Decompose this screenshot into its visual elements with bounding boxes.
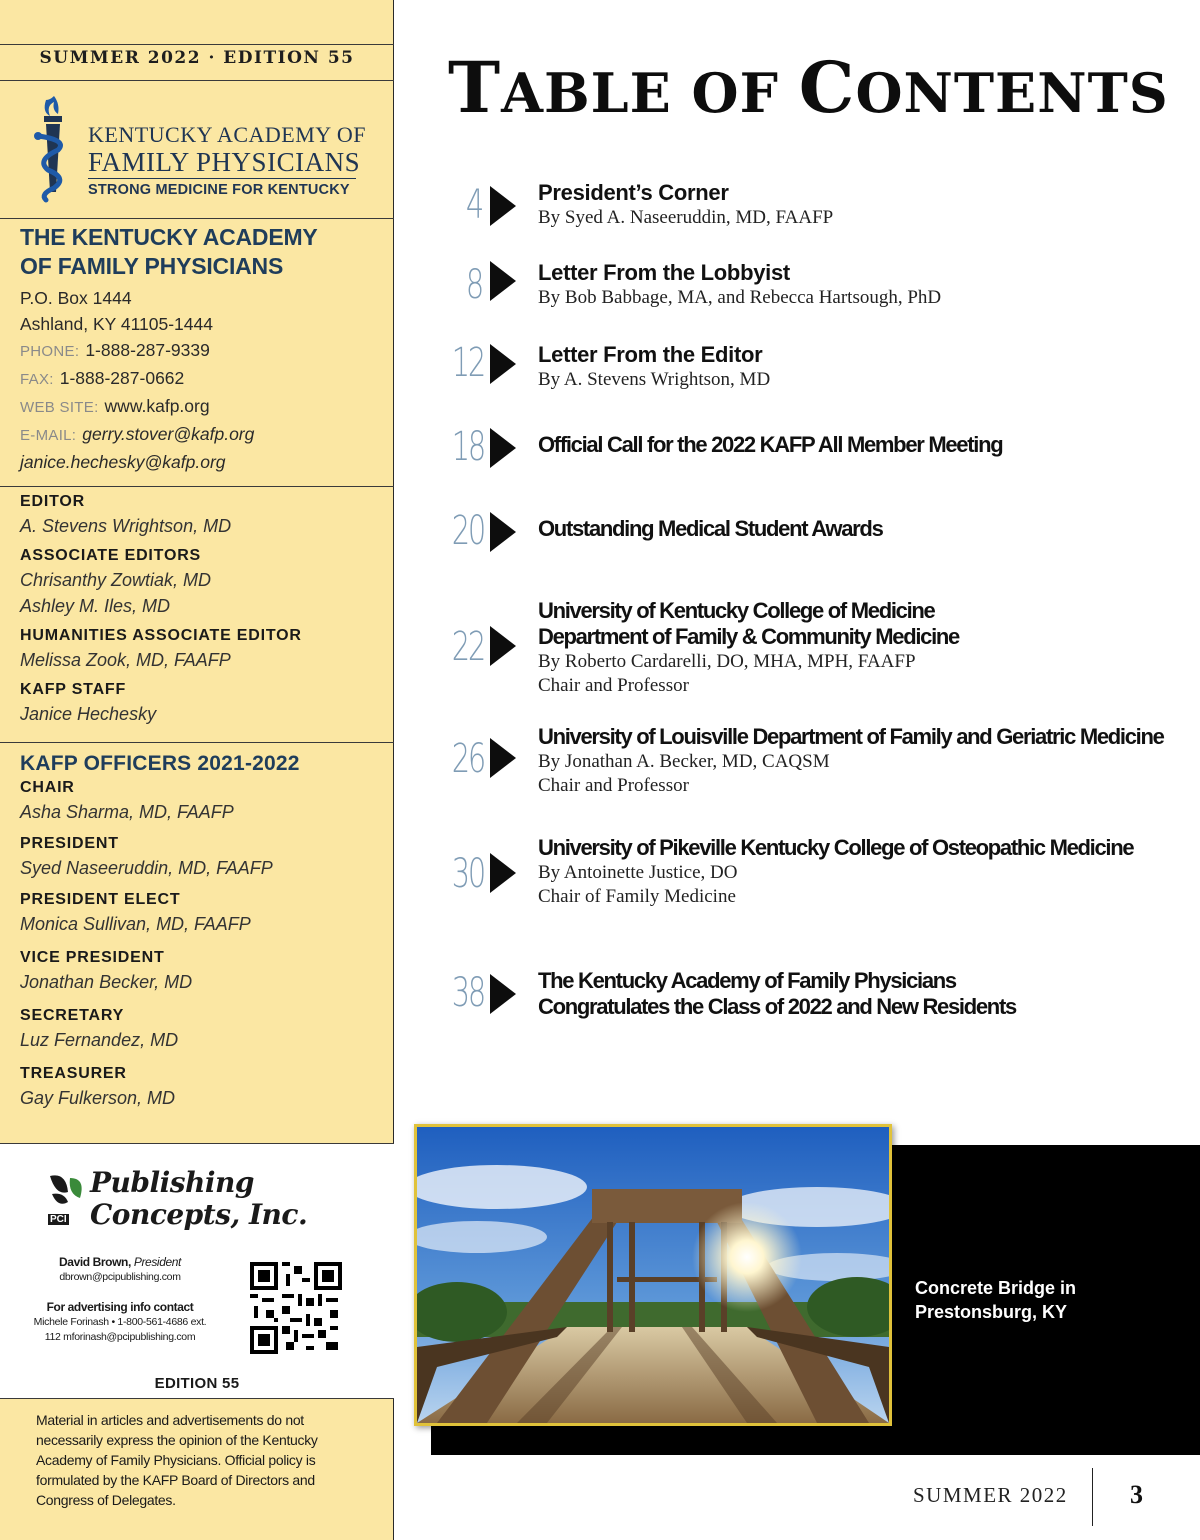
page-number: 3 — [1130, 1480, 1143, 1509]
publisher-block — [0, 1144, 394, 1398]
officer-name: Luz Fernandez, MD — [20, 1030, 179, 1050]
fax-label: FAX: — [20, 371, 54, 388]
email-link-2[interactable]: janice.hechesky@kafp.org — [20, 452, 226, 472]
fax-value: 1-888-287-0662 — [59, 368, 185, 388]
toc-page-number: 12 — [451, 340, 485, 386]
triangle-arrow-icon — [490, 344, 516, 384]
org-contact-block — [20, 223, 380, 475]
toc-entry-text — [538, 598, 1178, 698]
toc-entry-text — [538, 260, 1178, 310]
phone-row — [20, 337, 380, 365]
toc-entry-byline: By Bob Babbage, MA, and Rebecca Hartsough, PhD — [538, 287, 942, 308]
toc-page-number: 18 — [451, 424, 485, 470]
toc-entry-title: President’s Corner — [538, 180, 729, 205]
officer-group — [20, 1005, 380, 1053]
toc-entry[interactable] — [440, 598, 1180, 702]
caduceus-torch-icon — [28, 92, 80, 207]
logo-rule — [88, 178, 356, 179]
toc-entry[interactable] — [440, 724, 1180, 802]
officer-role: VICE PRESIDENT — [20, 949, 165, 966]
toc-entry-text — [538, 516, 1178, 542]
toc-entry-text — [538, 342, 1178, 392]
triangle-arrow-icon — [490, 974, 516, 1014]
toc-entry[interactable] — [440, 968, 1180, 1024]
officer-name: Monica Sullivan, MD, FAAFP — [20, 914, 251, 934]
toc-entry[interactable] — [440, 258, 1180, 318]
bridge-photo — [414, 1124, 892, 1426]
officer-group — [20, 777, 380, 825]
toc-entry[interactable] — [440, 340, 1180, 400]
website-row — [20, 393, 380, 421]
staff-group — [20, 625, 380, 673]
footer-divider — [1092, 1468, 1093, 1526]
advertising-email[interactable]: 112 mforinash@pcipublishing.com — [44, 1331, 196, 1343]
advertising-contact: Michele Forinash • 1-800-561-4686 ext. — [33, 1316, 207, 1328]
triangle-arrow-icon — [490, 261, 516, 301]
staff-role: EDITOR — [20, 493, 85, 510]
toc-entry[interactable] — [440, 508, 1180, 558]
disclaimer-text: Material in articles and advertisements do not necessarily express the opinion of the Kentucky Academy of Family Physicians. Official policy is formulated by the KAFP Board of Directors and Congress of Delegates. — [36, 1412, 318, 1508]
triangle-arrow-icon — [490, 512, 516, 552]
staff-group — [20, 545, 380, 619]
toc-entry-text — [538, 180, 1178, 230]
divider — [0, 218, 394, 219]
president-email[interactable]: dbrown@pcipublishing.com — [59, 1271, 181, 1283]
toc-entry-byline: By Roberto Cardarelli, DO, MHA, MPH, FAAFP — [538, 651, 916, 672]
officer-group — [20, 1063, 380, 1111]
officer-role: SECRETARY — [20, 1007, 125, 1024]
officer-group — [20, 889, 380, 937]
toc-entry[interactable] — [440, 424, 1180, 474]
divider — [0, 742, 394, 743]
toc-entry-byline: By Antoinette Justice, DO — [538, 862, 738, 883]
website-link[interactable]: www.kafp.org — [104, 396, 210, 416]
toc-entry-text — [538, 432, 1178, 458]
staff-person: A. Stevens Wrightson, MD — [20, 516, 232, 536]
toc-entry-title: Congratulates the Class of 2022 and New Residents — [538, 994, 1016, 1019]
officers-heading: KAFP OFFICERS 2021-2022 — [20, 752, 300, 775]
toc-page-number: 22 — [451, 624, 485, 670]
toc-entry[interactable] — [440, 835, 1180, 913]
email-label: E-MAIL: — [20, 427, 77, 444]
toc-entry-title: Letter From the Lobbyist — [538, 260, 790, 285]
toc-entry-byline: Chair and Professor — [538, 775, 689, 796]
divider — [0, 1398, 394, 1399]
toc-entry-text — [538, 724, 1178, 798]
org-name-line2: OF FAMILY PHYSICIANS — [20, 253, 284, 279]
officer-name: Asha Sharma, MD, FAAFP — [20, 802, 234, 822]
toc-entry-byline: By Jonathan A. Becker, MD, CAQSM — [538, 751, 830, 772]
triangle-arrow-icon — [490, 853, 516, 893]
officer-role: CHAIR — [20, 779, 75, 796]
divider — [0, 486, 394, 487]
photo-caption: Concrete Bridge in Prestonsburg, KY — [915, 1278, 1077, 1322]
title-part: ONTENTS — [855, 61, 1169, 125]
staff-person: Ashley M. Iles, MD — [20, 596, 171, 616]
pci-mark: PCI — [50, 1214, 67, 1225]
toc-entry-title: Outstanding Medical Student Awards — [538, 516, 883, 541]
footer-issue-label: SUMMER 2022 — [913, 1483, 1068, 1507]
staff-role: KAFP STAFF — [20, 681, 127, 698]
logo-text-line1: KENTUCKY ACADEMY OF — [88, 122, 366, 147]
toc-entry-title: University of Kentucky College of Medicine — [538, 598, 935, 623]
staff-group — [20, 491, 380, 539]
toc-entry[interactable] — [440, 178, 1180, 238]
email-link-1[interactable]: gerry.stover@kafp.org — [82, 424, 255, 444]
edition-banner: SUMMER 2022 · EDITION 55 — [39, 48, 355, 68]
advertising-label: For advertising info contact — [46, 1300, 194, 1314]
email-row — [20, 421, 380, 449]
title-part: C — [798, 46, 856, 129]
divider — [0, 44, 394, 45]
phone-value: 1-888-287-9339 — [85, 340, 210, 360]
toc-entry-byline: By Syed A. Naseeruddin, MD, FAAFP — [538, 207, 834, 228]
triangle-arrow-icon — [490, 428, 516, 468]
toc-entry-title: University of Louisville Department of Family and Geriatric Medicine — [538, 724, 1164, 749]
kafp-logo — [28, 92, 368, 207]
staff-role: ASSOCIATE EDITORS — [20, 547, 202, 564]
president-title: President — [133, 1255, 181, 1269]
officer-role: PRESIDENT ELECT — [20, 891, 181, 908]
logo-text-line2: FAMILY PHYSICIANS — [88, 147, 361, 177]
website-label: WEB SITE: — [20, 399, 99, 416]
triangle-arrow-icon — [490, 626, 516, 666]
toc-entry-byline: By A. Stevens Wrightson, MD — [538, 369, 771, 390]
masthead-sidebar — [0, 0, 394, 1540]
president-line — [20, 1254, 220, 1270]
toc-page-number: 8 — [465, 262, 482, 308]
editorial-staff-list — [20, 491, 380, 727]
staff-person: Melissa Zook, MD, FAAFP — [20, 650, 231, 670]
staff-role: HUMANITIES ASSOCIATE EDITOR — [20, 627, 302, 644]
officer-name: Syed Naseeruddin, MD, FAAFP — [20, 858, 273, 878]
publisher-contact — [20, 1254, 220, 1345]
toc-page-number: 26 — [451, 736, 485, 782]
org-name-line1: THE KENTUCKY ACADEMY — [20, 224, 318, 250]
bridge-photo-illustration — [417, 1127, 889, 1423]
toc-entry-byline: Chair and Professor — [538, 675, 689, 696]
toc-page-number: 4 — [465, 182, 482, 228]
triangle-arrow-icon — [490, 738, 516, 778]
logo-tagline: STRONG MEDICINE FOR KENTUCKY — [88, 182, 350, 198]
toc-entry-title: University of Pikeville Kentucky College of Osteopathic Medicine — [538, 835, 1134, 860]
staff-person: Janice Hechesky — [20, 704, 157, 724]
divider — [0, 80, 394, 81]
toc-page-number: 20 — [451, 508, 485, 554]
toc-entry-title: Letter From the Editor — [538, 342, 763, 367]
address-line2: Ashland, KY 41105-1444 — [20, 314, 213, 334]
officer-role: PRESIDENT — [20, 835, 119, 852]
triangle-arrow-icon — [490, 186, 516, 226]
toc-entry-title: Official Call for the 2022 KAFP All Member Meeting — [538, 432, 1003, 457]
phone-label: PHONE: — [20, 343, 80, 360]
toc-entry-title: Department of Family & Community Medicine — [538, 624, 959, 649]
officer-name: Gay Fulkerson, MD — [20, 1088, 176, 1108]
officers-list — [20, 751, 380, 1111]
address-line1: P.O. Box 1444 — [20, 288, 132, 308]
qr-code-icon[interactable] — [250, 1262, 342, 1354]
toc-entry-title: The Kentucky Academy of Family Physicians — [538, 968, 956, 993]
title-part: T — [448, 46, 502, 129]
officer-group — [20, 833, 380, 881]
publisher-name-line1: Publishing — [90, 1166, 254, 1199]
president-name: David Brown, — [59, 1255, 131, 1269]
publisher-edition: EDITION 55 — [154, 1375, 240, 1392]
officer-group — [20, 947, 380, 995]
staff-group — [20, 679, 380, 727]
fax-row — [20, 365, 380, 393]
officer-role: TREASURER — [20, 1065, 127, 1082]
staff-person: Chrisanthy Zowtiak, MD — [20, 570, 212, 590]
page-title — [448, 46, 1169, 129]
toc-entry-byline: Chair of Family Medicine — [538, 886, 736, 907]
toc-entry-text — [538, 835, 1178, 909]
toc-page-number: 38 — [451, 970, 485, 1016]
title-part: ABLE OF — [501, 61, 799, 125]
toc-entry-text — [538, 968, 1178, 1020]
publisher-name-line2: Concepts, Inc. — [90, 1198, 308, 1231]
officer-name: Jonathan Becker, MD — [20, 972, 193, 992]
toc-page-number: 30 — [451, 851, 485, 897]
